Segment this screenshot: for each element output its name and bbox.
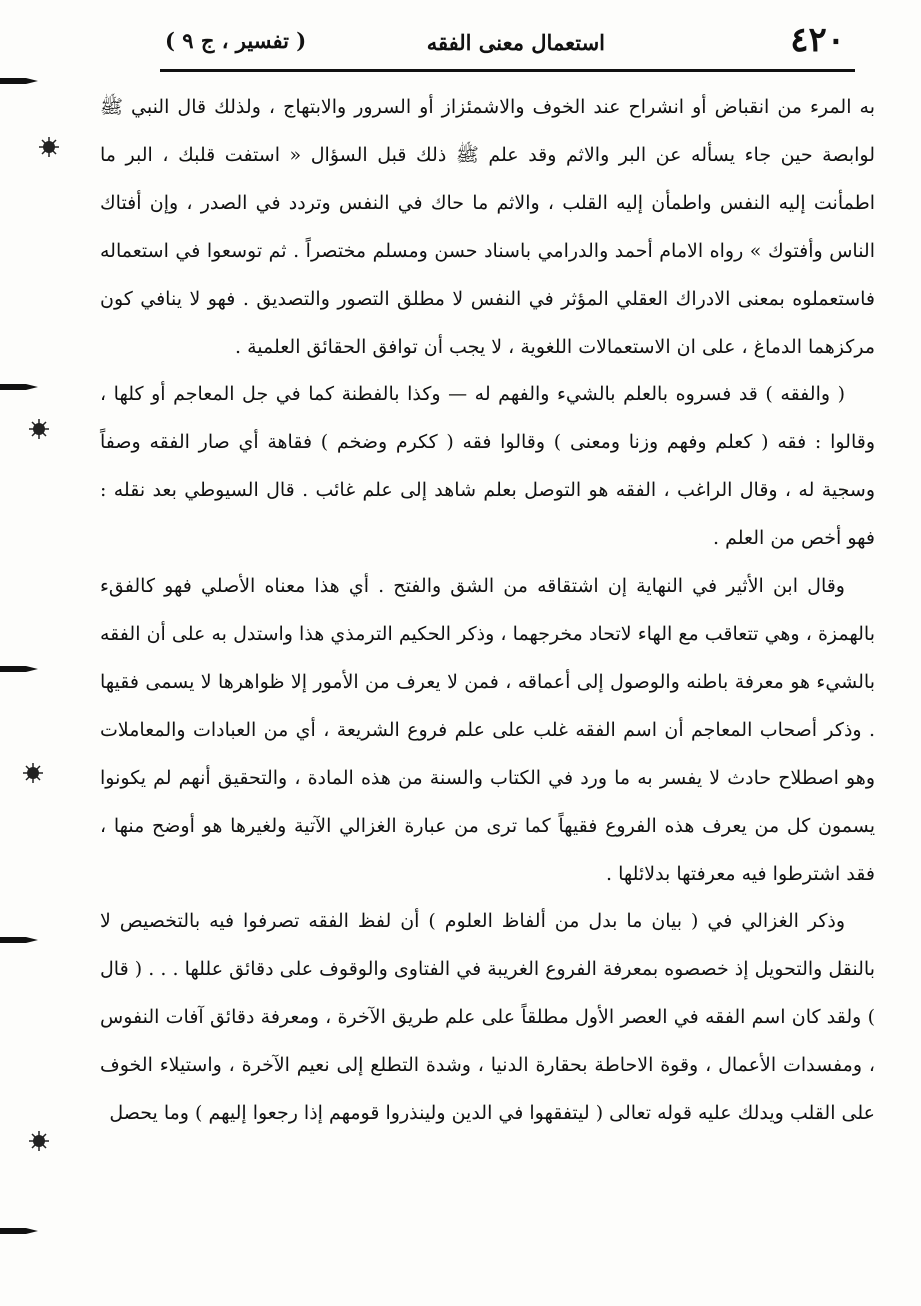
body-text <box>100 84 875 1138</box>
header-rule <box>160 69 855 72</box>
paragraph: وقال ابن الأثير في النهاية إن اشتقاقه من الشق والفتح . أي هذا معناه الأصلي فهو كالفقء بالهمزة ، وهي تتعاقب مع الهاء لاتحاد مخرجهما ، وذكر الحكيم الترمذي هذا واستدل به على أن الفقه بالشيء هو معرفة باطنه والوصول إلى أعماقه ، فمن لا يعرف من الأمور إلا ظواهرها لا يسمى فقيها . وذكر أصحاب المعاجم أن اسم الفقه غلب على علم فروع الشريعة ، أي من العبادات والمعاملات وهو اصطلاح حادث لا يفسر به ما ورد في الكتاب والسنة من هذه المادة ، والتحقيق أنهم لم يكونوا يسمون كل من يعرف هذه الفروع فقيهاً كما ترى من عبارة الغزالي الآتية ولغيرها هو أوضح منها ، فقد اشترطوا فيه معرفتها بدلائلها . <box>100 575 875 885</box>
paragraph: ( والفقه ) قد فسروه بالعلم بالشيء والفهم له — وكذا بالفطنة كما في جل المعاجم أو كلها ، وقالوا : فقه ( كعلم وفهم وزنا ومعنى ) وقالوا فقه ( ككرم وضخم ) فقاهة أي صار الفقه وصفاً وسجية له ، وقال الراغب ، الفقه هو التوصل بعلم شاهد إلى علم غائب . قال السيوطي بعد نقله : فهو أخص من العلم . <box>100 383 875 550</box>
ink-blot <box>28 1130 50 1152</box>
margin-mark <box>0 1226 38 1236</box>
page-header <box>165 20 845 66</box>
book-reference: ( تفسير ، ج ٩ ) <box>165 28 307 53</box>
ink-blot <box>28 418 50 440</box>
margin-mark <box>0 382 38 392</box>
paragraph: به المرء من انقباض أو انشراح عند الخوف والاشمئزاز أو السرور والابتهاج ، ولذلك قال النبي ﷺ لوابصة حين جاء يسأله عن البر والاثم وقد علم ﷺ ذلك قبل السؤال « استفت قلبك ، البر ما اطمأنت إليه النفس واطمأن إليه القلب ، والاثم ما حاك في النفس وتردد في الصدر ، وإن أفتاك الناس وأفتوك » رواه الامام أحمد والدرامي باسناد حسن ومسلم مختصراً . ثم توسعوا في استعماله فاستعملوه بمعنى الادراك العقلي المؤثر في النفس لا مطلق التصور والتصديق . فهو لا ينافي كون مركزهما الدماغ ، على ان الاستعمالات اللغوية ، لا يجب أن توافق الحقائق العلمية . <box>100 96 875 358</box>
margin-mark <box>0 664 38 674</box>
ink-blot <box>22 762 44 784</box>
ink-blot <box>38 136 60 158</box>
margin-mark <box>0 935 38 945</box>
page-number: ٤٢٠ <box>790 20 845 60</box>
paragraph: وذكر الغزالي في ( بيان ما بدل من ألفاظ العلوم ) أن لفظ الفقه تصرفوا فيه بالتخصيص لا بالنقل والتحويل إذ خصصوه بمعرفة الفروع الغريبة في الفتاوى والوقوف على دقائق عللها . . . ( قال ) ولقد كان اسم الفقه في العصر الأول مطلقاً على علم طريق الآخرة ، ومعرفة دقائق آفات النفوس ، ومفسدات الأعمال ، وقوة الاحاطة بحقارة الدنيا ، وشدة التطلع إلى نعيم الآخرة ، واستيلاء الخوف على القلب ويدلك عليه قوله تعالى ( ليتفقهوا في الدين ولينذروا قومهم إذا رجعوا إليهم ) وما يحصل <box>100 910 875 1125</box>
margin-mark <box>0 76 38 86</box>
running-title: استعمال معنى الفقه <box>426 30 605 55</box>
